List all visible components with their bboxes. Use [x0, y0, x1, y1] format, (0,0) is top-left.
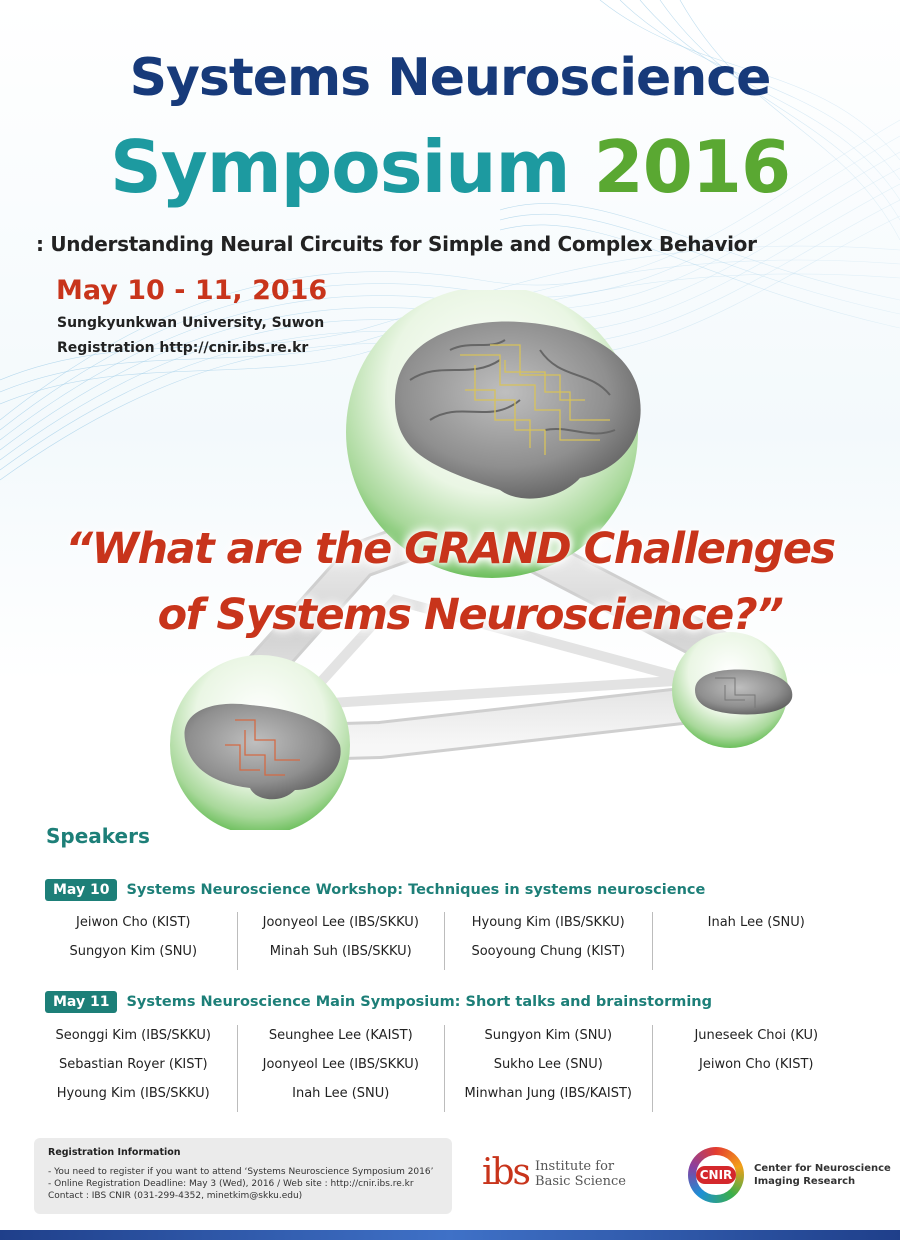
- speaker-name: Inah Lee (SNU): [707, 915, 805, 930]
- bottom-bar: [0, 1230, 900, 1240]
- speakers-heading: Speakers: [46, 824, 150, 848]
- speaker-name: Sebastian Royer (KIST): [58, 1057, 208, 1072]
- speaker-name: Jeiwon Cho (KIST): [76, 915, 191, 930]
- day2-speaker-grid: [30, 1025, 860, 1112]
- speaker-name: Minwhan Jung (IBS/KAIST): [464, 1086, 632, 1101]
- subtitle: : Understanding Neural Circuits for Simple and Complex Behavior: [36, 232, 757, 256]
- title-line-1: Systems Neuroscience: [129, 48, 771, 108]
- cnir-mark-text: CNIR: [696, 1166, 737, 1184]
- title-year: 2016: [593, 125, 791, 209]
- speaker-name: Seunghee Lee (KAIST): [268, 1028, 413, 1043]
- speaker-column: [653, 912, 861, 970]
- title-word-symposium: Symposium: [109, 125, 570, 209]
- registration-info-line: - You need to register if you want to attend ‘Systems Neuroscience Symposium 2016’: [48, 1167, 434, 1177]
- speaker-column: [445, 912, 653, 970]
- day1-speaker-grid: [30, 912, 860, 970]
- registration-info-line: - Online Registration Deadline: May 3 (Wed), 2016 / Web site : http://cnir.ibs.re.kr: [48, 1179, 414, 1189]
- speaker-name: Sungyon Kim (SNU): [69, 944, 198, 959]
- speaker-column: [30, 1025, 238, 1112]
- day2-title: Systems Neuroscience Main Symposium: Short talks and brainstorming: [126, 994, 712, 1010]
- speaker-name: Jeiwon Cho (KIST): [699, 1057, 814, 1072]
- speaker-name: Hyoung Kim (IBS/SKKU): [56, 1086, 210, 1101]
- day2-badge: May 11: [45, 991, 117, 1013]
- day1-badge: May 10: [45, 879, 117, 901]
- speaker-column: [653, 1025, 861, 1112]
- ibs-logo-mark: ibs: [482, 1152, 530, 1193]
- ibs-logo: [482, 1152, 626, 1193]
- speaker-column: [445, 1025, 653, 1112]
- title-line-2: [0, 122, 900, 212]
- cnir-logo-text: [754, 1162, 891, 1188]
- ibs-logo-text: [535, 1159, 626, 1191]
- cnir-name-line2: Imaging Research: [754, 1176, 856, 1187]
- speaker-column: [238, 912, 446, 970]
- quote-line-1: “What are the GRAND Challenges: [65, 524, 835, 574]
- ibs-name-line2: Basic Science: [535, 1174, 626, 1189]
- cnir-logo-mark: [688, 1147, 744, 1203]
- day1-title: Systems Neuroscience Workshop: Techniques in systems neuroscience: [126, 882, 706, 898]
- speaker-name: Sukho Lee (SNU): [493, 1057, 603, 1072]
- speaker-name: Inah Lee (SNU): [292, 1086, 390, 1101]
- day1-header: [45, 879, 705, 901]
- quote-line-2: of Systems Neuroscience?”: [157, 590, 783, 640]
- registration-info-box: [34, 1138, 452, 1214]
- cnir-name-line1: Center for Neuroscience: [754, 1163, 891, 1174]
- speaker-name: Sungyon Kim (SNU): [484, 1028, 613, 1043]
- day2-header: [45, 991, 712, 1013]
- speaker-column: [238, 1025, 446, 1112]
- registration-info-title: Registration Information: [48, 1147, 181, 1158]
- speaker-name: Minah Suh (IBS/SKKU): [269, 944, 412, 959]
- registration-contact: Contact : IBS CNIR (031-299-4352, minetkim@skku.edu): [48, 1191, 303, 1201]
- speaker-name: Sooyoung Chung (KIST): [471, 944, 626, 959]
- ibs-name-line1: Institute for: [535, 1159, 615, 1174]
- registration-link[interactable]: Registration http://cnir.ibs.re.kr: [57, 340, 309, 356]
- speaker-name: Seonggi Kim (IBS/SKKU): [55, 1028, 211, 1043]
- cnir-logo: [688, 1147, 891, 1203]
- speaker-column: [30, 912, 238, 970]
- event-date: May 10 - 11, 2016: [56, 275, 328, 306]
- speaker-name: Joonyeol Lee (IBS/SKKU): [262, 915, 419, 930]
- speaker-name: Hyoung Kim (IBS/SKKU): [471, 915, 625, 930]
- speaker-name: Joonyeol Lee (IBS/SKKU): [262, 1057, 419, 1072]
- speaker-name: Juneseek Choi (KU): [694, 1028, 819, 1043]
- event-venue: Sungkyunkwan University, Suwon: [57, 315, 325, 331]
